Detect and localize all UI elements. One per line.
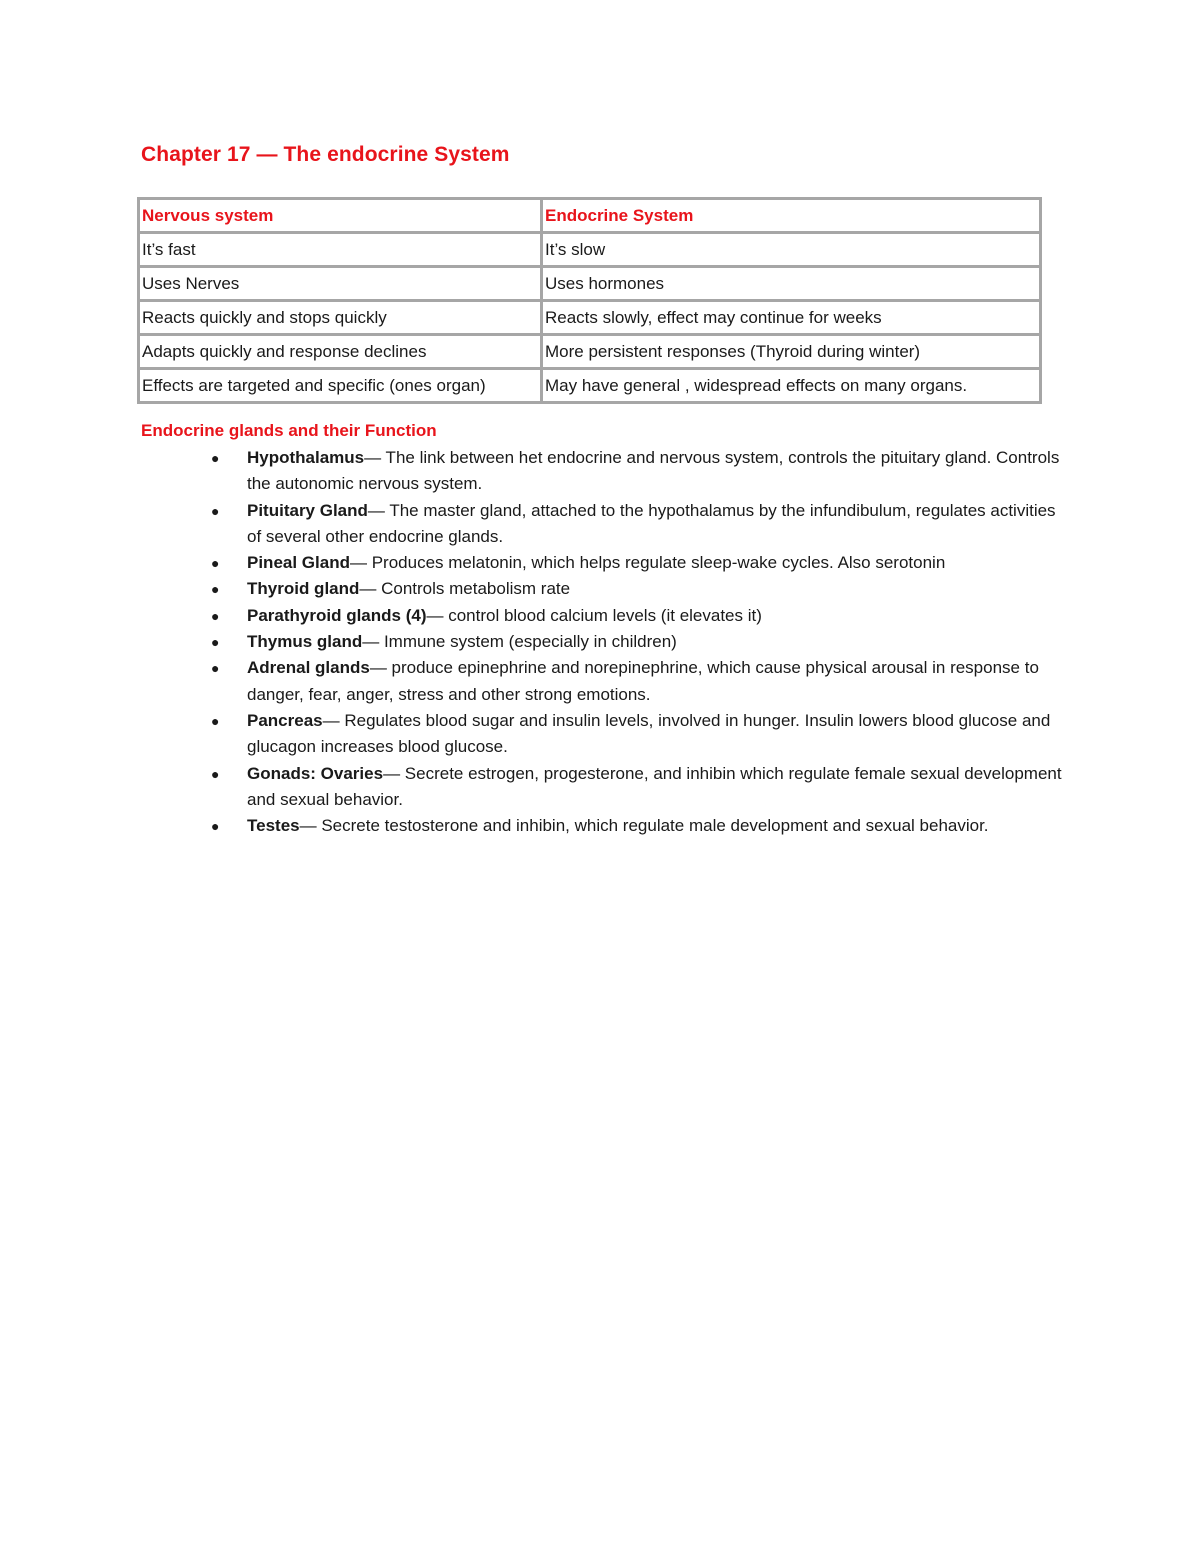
list-item	[207, 629, 1067, 655]
bullet-icon: ●	[211, 818, 220, 835]
bullet-icon: ●	[211, 450, 220, 466]
list-item	[207, 498, 1067, 551]
gland-term: Thymus gland	[247, 632, 363, 652]
table-row	[139, 301, 1041, 335]
table-cell: Effects are targeted and specific (ones organ)	[139, 369, 542, 403]
list-item	[207, 761, 1067, 814]
gland-term: Adrenal glands	[247, 658, 370, 678]
table-cell: Uses hormones	[542, 267, 1041, 301]
section-heading: Endocrine glands and their Function	[141, 421, 437, 440]
gland-description: — Produces melatonin, which helps regulate sleep-wake cycles. Also serotonin	[349, 553, 946, 573]
bullet-icon: ●	[211, 634, 220, 651]
list-item	[207, 603, 1067, 629]
table-row	[139, 267, 1041, 301]
gland-term: Pineal Gland	[247, 553, 350, 573]
table-cell: May have general , widespread effects on many organs.	[542, 369, 1041, 403]
gland-description: — The master gland, attached to the hypothalamus by the infundibulum, regulates activities of several other endocrine glands.	[247, 500, 1056, 546]
table-row	[139, 233, 1041, 267]
gland-term: Thyroid gland	[247, 579, 360, 599]
table-header-row	[139, 199, 1041, 233]
table-header-cell-nervous: Nervous system	[139, 199, 542, 233]
table-cell: Reacts slowly, effect may continue for weeks	[542, 301, 1041, 335]
bullet-icon: ●	[211, 581, 220, 598]
glands-list	[207, 445, 1067, 839]
gland-term: Pancreas	[247, 710, 323, 730]
table-cell: More persistent responses (Thyroid during winter)	[542, 335, 1041, 369]
page-title: Chapter 17 — The endocrine System	[141, 143, 510, 166]
gland-term: Testes	[247, 816, 300, 836]
list-item	[207, 813, 1067, 839]
gland-description: — Regulates blood sugar and insulin levels, involved in hunger. Insulin lowers blood glucose and glucagon increases blood glucose.	[247, 710, 1051, 757]
table-header-cell-endocrine: Endocrine System	[542, 199, 1041, 233]
list-item	[207, 550, 1067, 576]
gland-description: — The link between het endocrine and nervous system, controls the pituitary gland. Controls the autonomic nervous system.	[247, 448, 1060, 494]
table-row	[139, 335, 1041, 369]
gland-term: Parathyroid glands (4)	[247, 605, 427, 625]
bullet-icon: ●	[211, 555, 220, 572]
gland-description: — Immune system (especially in children)	[362, 632, 677, 652]
gland-description: — Secrete estrogen, progesterone, and inhibin which regulate female sexual development and sexual behavior.	[247, 763, 1062, 809]
bullet-icon: ●	[211, 765, 220, 782]
gland-term: Hypothalamus	[247, 448, 365, 467]
table-cell: Reacts quickly and stops quickly	[139, 301, 542, 335]
gland-description: — control blood calcium levels (it elevates it)	[426, 605, 762, 625]
bullet-icon: ●	[211, 607, 220, 624]
list-item	[207, 576, 1067, 602]
table-cell: Uses Nerves	[139, 267, 542, 301]
bullet-icon: ●	[211, 660, 220, 677]
gland-description: — produce epinephrine and norepinephrine, which cause physical arousal in response to danger, fear, anger, stress and other strong emotions.	[247, 658, 1039, 704]
gland-description: — Secrete testosterone and inhibin, which regulate male development and sexual behavior.	[299, 816, 989, 836]
table-cell: It’s fast	[139, 233, 542, 267]
bullet-icon: ●	[211, 712, 220, 729]
gland-term: Pituitary Gland	[247, 500, 368, 520]
comparison-table	[137, 197, 1042, 404]
bullet-icon: ●	[211, 502, 220, 519]
table-row	[139, 369, 1041, 403]
list-item	[207, 445, 1067, 498]
gland-description: — Controls metabolism rate	[359, 579, 571, 599]
list-item	[207, 655, 1067, 708]
gland-term: Gonads: Ovaries	[247, 763, 384, 783]
table-cell: It’s slow	[542, 233, 1041, 267]
table-cell: Adapts quickly and response declines	[139, 335, 542, 369]
list-item	[207, 708, 1067, 761]
